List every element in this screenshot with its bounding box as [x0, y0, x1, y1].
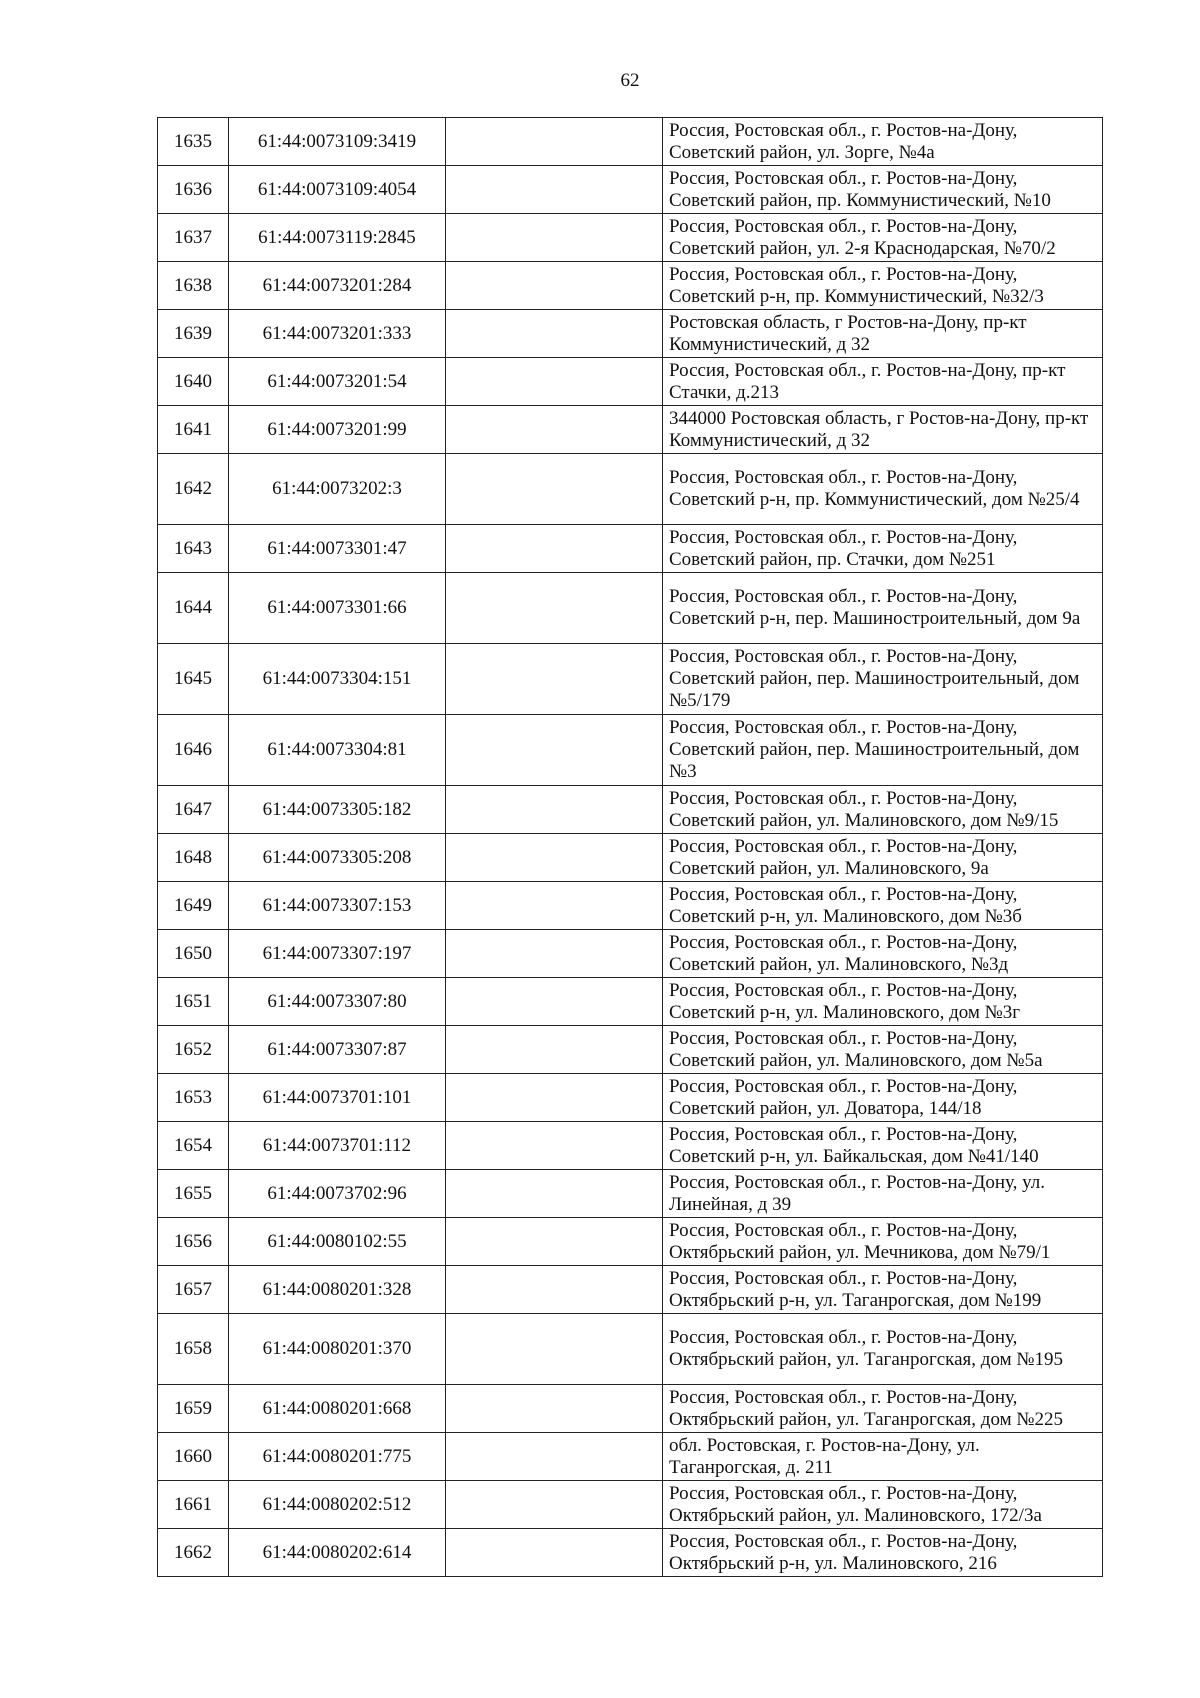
table-row	[158, 166, 1103, 214]
cadastral-number: 61:44:0073109:4054	[229, 166, 446, 214]
cadastral-number: 61:44:0080201:668	[229, 1385, 446, 1433]
cadastral-number: 61:44:0080202:512	[229, 1481, 446, 1529]
address: Россия, Ростовская обл., г. Ростов-на-Дону, Октябрьский район, ул. Таганрогская, дом №225	[663, 1385, 1103, 1433]
row-number: 1648	[158, 834, 229, 882]
address: Россия, Ростовская обл., г. Ростов-на-Дону, Октябрьский район, ул. Мечникова, дом №79/1	[663, 1218, 1103, 1266]
table-row	[158, 715, 1103, 786]
table-row	[158, 1170, 1103, 1218]
table-row	[158, 573, 1103, 644]
empty-cell	[446, 978, 663, 1026]
table-row	[158, 1433, 1103, 1481]
table-row	[158, 930, 1103, 978]
address: Россия, Ростовская обл., г. Ростов-на-Дону, Советский район, пр. Коммунистический, №10	[663, 166, 1103, 214]
cadastral-number: 61:44:0073702:96	[229, 1170, 446, 1218]
table-row	[158, 1218, 1103, 1266]
table-row	[158, 978, 1103, 1026]
empty-cell	[446, 525, 663, 573]
row-number: 1653	[158, 1074, 229, 1122]
row-number: 1657	[158, 1266, 229, 1314]
empty-cell	[446, 882, 663, 930]
empty-cell	[446, 166, 663, 214]
address: Россия, Ростовская обл., г. Ростов-на-Дону, Советский район, ул. Малиновского, дом №9/15	[663, 786, 1103, 834]
table-row	[158, 1026, 1103, 1074]
row-number: 1651	[158, 978, 229, 1026]
cadastral-number: 61:44:0073301:47	[229, 525, 446, 573]
row-number: 1655	[158, 1170, 229, 1218]
page-number: 62	[620, 70, 640, 91]
empty-cell	[446, 358, 663, 406]
cadastral-number: 61:44:0073307:87	[229, 1026, 446, 1074]
empty-cell	[446, 1314, 663, 1385]
address: Россия, Ростовская обл., г. Ростов-на-Дону, Советский район, ул. Доватора, 144/18	[663, 1074, 1103, 1122]
row-number: 1644	[158, 573, 229, 644]
cadastral-number: 61:44:0080202:614	[229, 1529, 446, 1577]
row-number: 1649	[158, 882, 229, 930]
address: Россия, Ростовская обл., г. Ростов-на-Дону, Октябрьский район, ул. Таганрогская, дом №195	[663, 1314, 1103, 1385]
row-number: 1660	[158, 1433, 229, 1481]
empty-cell	[446, 214, 663, 262]
address: Россия, Ростовская обл., г. Ростов-на-Дону, Советский район, пр. Стачки, дом №251	[663, 525, 1103, 573]
empty-cell	[446, 310, 663, 358]
cadastral-number: 61:44:0073307:197	[229, 930, 446, 978]
cadastral-number: 61:44:0073307:153	[229, 882, 446, 930]
address: Россия, Ростовская обл., г. Ростов-на-Дону, Советский район, ул. Малиновского, №3д	[663, 930, 1103, 978]
address: Россия, Ростовская обл., г. Ростов-на-Дону, Советский район, ул. Малиновского, дом №5а	[663, 1026, 1103, 1074]
address: Россия, Ростовская обл., г. Ростов-на-Дону, Советский район, ул. Зорге, №4а	[663, 118, 1103, 166]
empty-cell	[446, 1026, 663, 1074]
row-number: 1658	[158, 1314, 229, 1385]
address: Россия, Ростовская обл., г. Ростов-на-Дону, Советский р-н, пр. Коммунистический, №32/3	[663, 262, 1103, 310]
empty-cell	[446, 454, 663, 525]
table-row	[158, 358, 1103, 406]
address: Россия, Ростовская обл., г. Ростов-на-Дону, Октябрьский р-н, ул. Малиновского, 216	[663, 1529, 1103, 1577]
cadastral-number: 61:44:0073301:66	[229, 573, 446, 644]
cadastral-number: 61:44:0080102:55	[229, 1218, 446, 1266]
table-row	[158, 1122, 1103, 1170]
row-number: 1645	[158, 644, 229, 715]
table-row	[158, 406, 1103, 454]
address: Россия, Ростовская обл., г. Ростов-на-Дону, Советский р-н, ул. Малиновского, дом №3б	[663, 882, 1103, 930]
row-number: 1635	[158, 118, 229, 166]
table-row	[158, 786, 1103, 834]
empty-cell	[446, 1385, 663, 1433]
empty-cell	[446, 406, 663, 454]
address: Россия, Ростовская обл., г. Ростов-на-Дону, Советский район, пер. Машиностроительный, дом №5/179	[663, 644, 1103, 715]
row-number: 1661	[158, 1481, 229, 1529]
empty-cell	[446, 118, 663, 166]
row-number: 1641	[158, 406, 229, 454]
empty-cell	[446, 1481, 663, 1529]
table-row	[158, 1074, 1103, 1122]
row-number: 1654	[158, 1122, 229, 1170]
cadastral-number: 61:44:0073305:208	[229, 834, 446, 882]
row-number: 1646	[158, 715, 229, 786]
empty-cell	[446, 834, 663, 882]
table-row	[158, 1385, 1103, 1433]
table-row	[158, 882, 1103, 930]
cadastral-number: 61:44:0073701:101	[229, 1074, 446, 1122]
empty-cell	[446, 644, 663, 715]
cadastral-number: 61:44:0073201:99	[229, 406, 446, 454]
cadastral-number: 61:44:0073201:333	[229, 310, 446, 358]
address: обл. Ростовская, г. Ростов-на-Дону, ул. Таганрогская, д. 211	[663, 1433, 1103, 1481]
table-row	[158, 644, 1103, 715]
cadastral-number: 61:44:0073119:2845	[229, 214, 446, 262]
empty-cell	[446, 573, 663, 644]
table-row	[158, 1266, 1103, 1314]
empty-cell	[446, 1074, 663, 1122]
row-number: 1637	[158, 214, 229, 262]
row-number: 1650	[158, 930, 229, 978]
cadastral-number: 61:44:0073202:3	[229, 454, 446, 525]
cadastral-number: 61:44:0080201:328	[229, 1266, 446, 1314]
row-number: 1638	[158, 262, 229, 310]
row-number: 1639	[158, 310, 229, 358]
table-row	[158, 454, 1103, 525]
table-row	[158, 834, 1103, 882]
row-number: 1640	[158, 358, 229, 406]
empty-cell	[446, 1170, 663, 1218]
row-number: 1662	[158, 1529, 229, 1577]
table-row	[158, 310, 1103, 358]
empty-cell	[446, 262, 663, 310]
cadastral-number: 61:44:0073201:54	[229, 358, 446, 406]
address: Россия, Ростовская обл., г. Ростов-на-Дону, Октябрьский р-н, ул. Таганрогская, дом №199	[663, 1266, 1103, 1314]
cadastral-number: 61:44:0073307:80	[229, 978, 446, 1026]
empty-cell	[446, 786, 663, 834]
empty-cell	[446, 1218, 663, 1266]
table-row	[158, 525, 1103, 573]
address: Россия, Ростовская обл., г. Ростов-на-Дону, Советский район, ул. Малиновского, 9а	[663, 834, 1103, 882]
table-row	[158, 1529, 1103, 1577]
empty-cell	[446, 1529, 663, 1577]
empty-cell	[446, 1122, 663, 1170]
row-number: 1636	[158, 166, 229, 214]
cadastral-number: 61:44:0073304:151	[229, 644, 446, 715]
cadastral-number: 61:44:0080201:775	[229, 1433, 446, 1481]
address: Россия, Ростовская обл., г. Ростов-на-Дону, Советский район, пер. Машиностроительный, дом №3	[663, 715, 1103, 786]
table-row	[158, 118, 1103, 166]
empty-cell	[446, 715, 663, 786]
cadastral-number: 61:44:0073701:112	[229, 1122, 446, 1170]
table-row	[158, 1481, 1103, 1529]
address: Россия, Ростовская обл., г. Ростов-на-Дону, Советский район, ул. 2-я Краснодарская, №70/2	[663, 214, 1103, 262]
address: Россия, Ростовская обл., г. Ростов-на-Дону, пр-кт Стачки, д.213	[663, 358, 1103, 406]
address: Россия, Ростовская обл., г. Ростов-на-Дону, Советский р-н, пр. Коммунистический, дом №25/4	[663, 454, 1103, 525]
row-number: 1647	[158, 786, 229, 834]
cadastral-number: 61:44:0080201:370	[229, 1314, 446, 1385]
empty-cell	[446, 930, 663, 978]
row-number: 1652	[158, 1026, 229, 1074]
address: Россия, Ростовская обл., г. Ростов-на-Дону, Советский р-н, ул. Байкальская, дом №41/140	[663, 1122, 1103, 1170]
address: Россия, Ростовская обл., г. Ростов-на-Дону, Советский р-н, ул. Малиновского, дом №3г	[663, 978, 1103, 1026]
table-body	[158, 118, 1103, 1577]
cadastral-number: 61:44:0073109:3419	[229, 118, 446, 166]
empty-cell	[446, 1266, 663, 1314]
table-row	[158, 214, 1103, 262]
address: Россия, Ростовская обл., г. Ростов-на-Дону, Октябрьский район, ул. Малиновского, 172/3а	[663, 1481, 1103, 1529]
row-number: 1643	[158, 525, 229, 573]
row-number: 1656	[158, 1218, 229, 1266]
empty-cell	[446, 1433, 663, 1481]
row-number: 1659	[158, 1385, 229, 1433]
cadastral-number: 61:44:0073305:182	[229, 786, 446, 834]
address: Россия, Ростовская обл., г. Ростов-на-Дону, ул. Линейная, д 39	[663, 1170, 1103, 1218]
cadastral-number: 61:44:0073304:81	[229, 715, 446, 786]
cadastral-number: 61:44:0073201:284	[229, 262, 446, 310]
row-number: 1642	[158, 454, 229, 525]
address: 344000 Ростовская область, г Ростов-на-Дону, пр-кт Коммунистический, д 32	[663, 406, 1103, 454]
address: Россия, Ростовская обл., г. Ростов-на-Дону, Советский р-н, пер. Машиностроительный, дом 9а	[663, 573, 1103, 644]
table-row	[158, 1314, 1103, 1385]
address: Ростовская область, г Ростов-на-Дону, пр-кт Коммунистический, д 32	[663, 310, 1103, 358]
table-row	[158, 262, 1103, 310]
cadastral-registry-table	[157, 117, 1103, 1577]
